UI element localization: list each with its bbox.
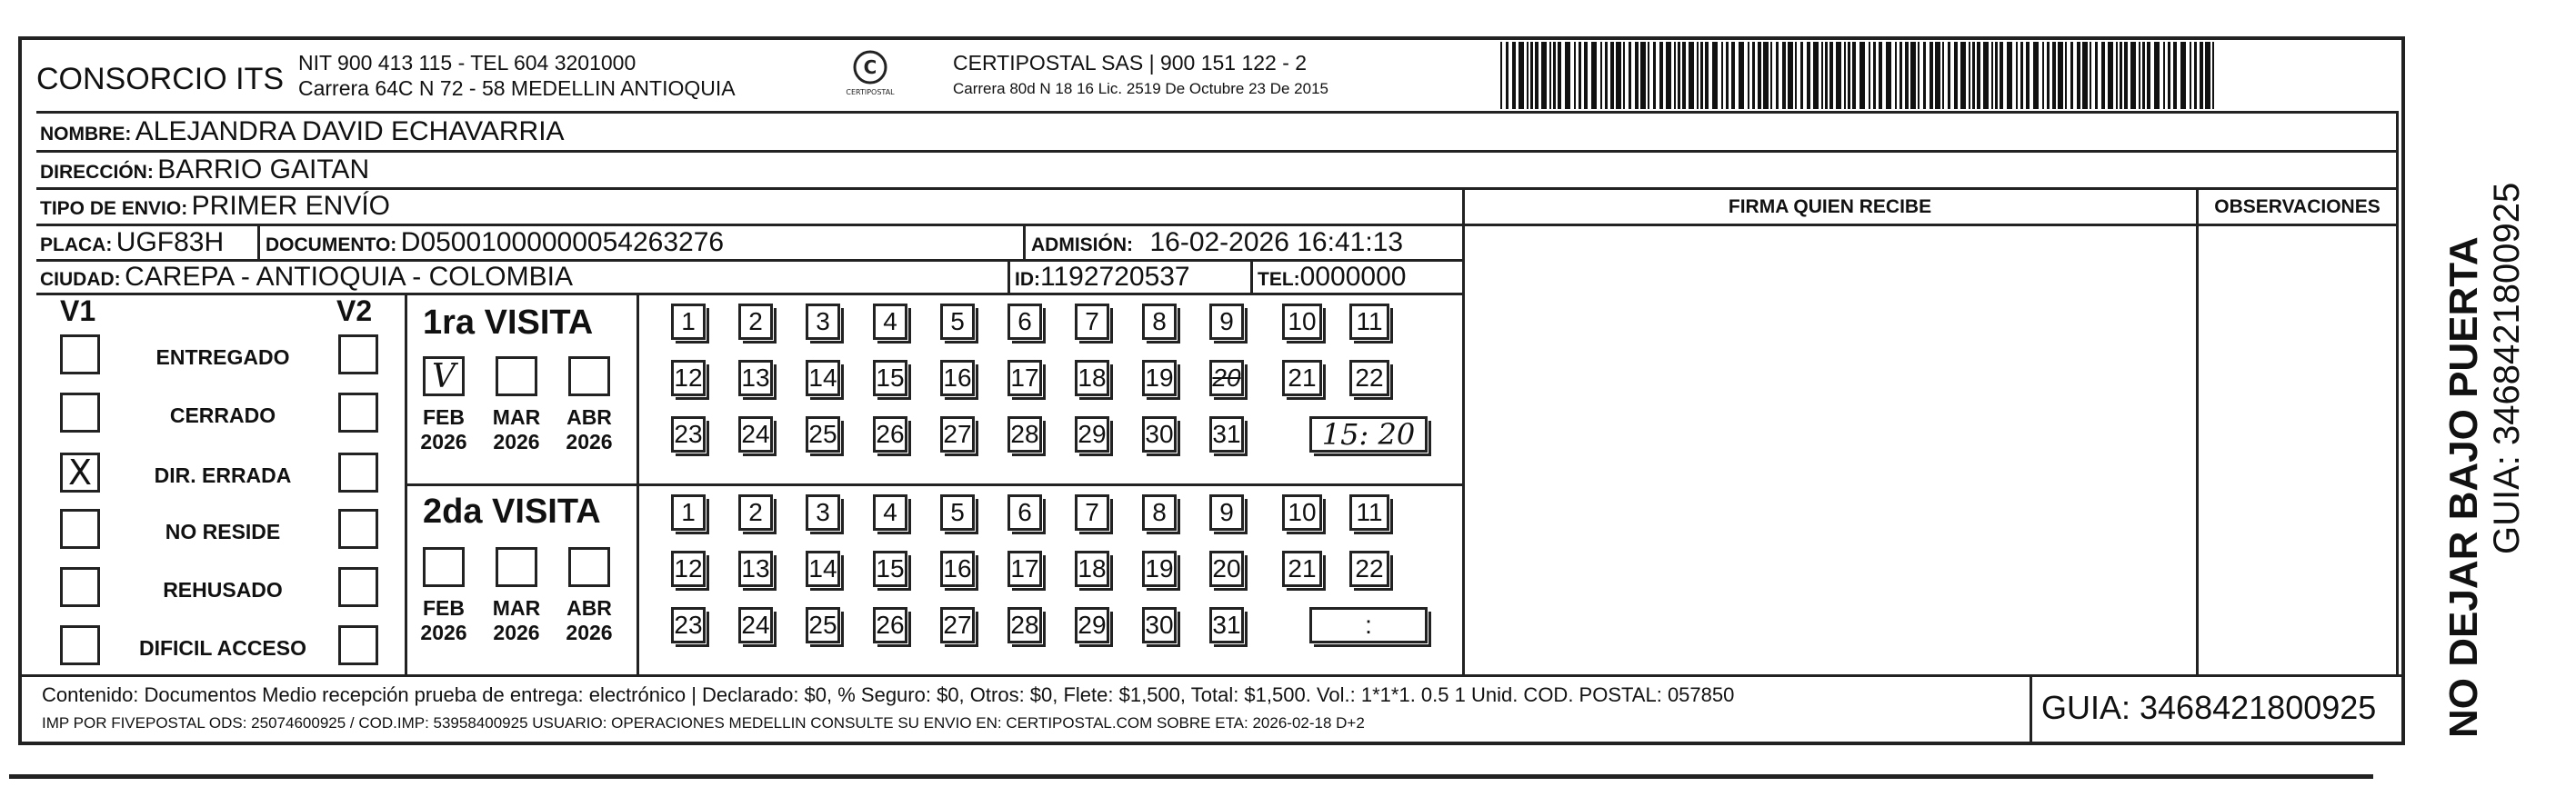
company-nit: NIT 900 413 115 - TEL 604 3201000 <box>298 51 636 75</box>
observaciones-label: OBSERVACIONES <box>2214 196 2381 217</box>
visit2-month-year: 2026 <box>566 621 613 644</box>
visit2-day[interactable]: 11 <box>1349 494 1389 531</box>
direccion-value: BARRIO GAITAN <box>157 154 370 184</box>
v1-checkbox[interactable] <box>60 509 100 549</box>
status-label: DIFICIL ACCESO <box>138 636 306 660</box>
visit1-month-box[interactable] <box>496 356 537 396</box>
v2-checkbox[interactable] <box>338 625 378 665</box>
visit2-day[interactable]: 31 <box>1209 607 1244 643</box>
visit2-day[interactable]: 26 <box>873 607 907 643</box>
ciudad-value: CAREPA - ANTIOQUIA - COLOMBIA <box>125 262 573 292</box>
visit2-day[interactable]: 19 <box>1142 551 1177 587</box>
visit1-day[interactable]: 2 <box>738 304 773 340</box>
visit1-day[interactable]: 20 <box>1209 360 1244 396</box>
visit2-day[interactable]: 22 <box>1349 551 1389 587</box>
visit1-day[interactable]: 24 <box>738 416 773 453</box>
visit2-day[interactable]: 3 <box>806 494 840 531</box>
visit1-day[interactable]: 9 <box>1209 304 1244 340</box>
footer-guia: GUIA: 3468421800925 <box>2041 689 2377 726</box>
visit1-day[interactable]: 25 <box>806 416 840 453</box>
visit2-day[interactable]: 25 <box>806 607 840 643</box>
visit1-day[interactable]: 3 <box>806 304 840 340</box>
logo-text: CERTIPOSTAL <box>846 88 895 96</box>
visit1-day[interactable]: 6 <box>1007 304 1042 340</box>
v2-checkbox[interactable] <box>338 334 378 374</box>
visit1-month-year: 2026 <box>420 430 467 453</box>
visit1-day[interactable]: 17 <box>1007 360 1042 396</box>
visit2-day[interactable]: 7 <box>1075 494 1109 531</box>
placa-label: PLACA: <box>40 234 113 255</box>
visit1-day[interactable]: 12 <box>671 360 706 396</box>
visit2-day[interactable]: 9 <box>1209 494 1244 531</box>
footer-print-info: IMP POR FIVEPOSTAL ODS: 25074600925 / COD.IMP: 53958400925 USUARIO: OPERACIONES MEDELLIN CONSULTE SU ENVIO EN: CERTIPOSTAL.COM SOBRE ETA: 2026-02-18 D+2 <box>42 714 1365 732</box>
visit1-day[interactable]: 27 <box>940 416 975 453</box>
tipo-value: PRIMER ENVÍO <box>191 191 391 221</box>
visit2-day[interactable]: 12 <box>671 551 706 587</box>
visit1-day[interactable]: 14 <box>806 360 840 396</box>
tel-label: TEL: <box>1258 269 1300 290</box>
visit2-day[interactable]: 24 <box>738 607 773 643</box>
visit1-day[interactable]: 13 <box>738 360 773 396</box>
visit1-day[interactable]: 26 <box>873 416 907 453</box>
visit1-day[interactable]: 15 <box>873 360 907 396</box>
visit1-day[interactable]: 28 <box>1007 416 1042 453</box>
visit2-month-box[interactable] <box>496 547 537 587</box>
documento-value: D05001000000054263276 <box>400 227 725 257</box>
nombre-label: NOMBRE: <box>40 124 132 144</box>
visit1-time-field[interactable]: 15: 20 <box>1309 416 1428 453</box>
visit1-day[interactable]: 21 <box>1282 360 1322 396</box>
visit2-day[interactable]: 6 <box>1007 494 1042 531</box>
status-label: REHUSADO <box>163 578 283 602</box>
visit2-month-box[interactable] <box>568 547 610 587</box>
status-label: ENTREGADO <box>155 345 290 369</box>
visit2-day[interactable]: 30 <box>1142 607 1177 643</box>
visit2-day[interactable]: 17 <box>1007 551 1042 587</box>
visit2-day[interactable]: 23 <box>671 607 706 643</box>
placa-value: UGF83H <box>115 227 225 257</box>
visit1-day[interactable]: 7 <box>1075 304 1109 340</box>
visit2-day[interactable]: 4 <box>873 494 907 531</box>
v1-checkbox[interactable] <box>60 334 100 374</box>
id-value: 1192720537 <box>1040 262 1190 292</box>
svg-text:C: C <box>863 56 877 78</box>
visit2-day[interactable]: 15 <box>873 551 907 587</box>
observations-area[interactable] <box>2199 226 2396 674</box>
visit2-day[interactable]: 18 <box>1075 551 1109 587</box>
visit2-day[interactable]: 21 <box>1282 551 1322 587</box>
id-label: ID: <box>1015 269 1040 290</box>
visit1-day[interactable]: 1 <box>671 304 706 340</box>
visit2-title: 2da VISITA <box>423 493 601 531</box>
visit2-day[interactable]: 14 <box>806 551 840 587</box>
visit1-month-name: ABR <box>566 405 612 429</box>
v1-checkbox[interactable] <box>60 393 100 433</box>
visit1-day[interactable]: 5 <box>940 304 975 340</box>
v2-checkbox[interactable] <box>338 393 378 433</box>
visit2-day[interactable]: 2 <box>738 494 773 531</box>
visit2-day[interactable]: 16 <box>940 551 975 587</box>
side-guia: GUIA: 3468421800925 <box>2487 182 2527 554</box>
visit1-title: 1ra VISITA <box>423 304 594 342</box>
visit2-day[interactable]: 5 <box>940 494 975 531</box>
visit2-day[interactable]: 13 <box>738 551 773 587</box>
firma-label: FIRMA QUIEN RECIBE <box>1728 196 1932 217</box>
v2-checkbox[interactable] <box>338 509 378 549</box>
company-address: Carrera 64C N 72 - 58 MEDELLIN ANTIOQUIA <box>298 76 736 100</box>
visit1-day[interactable]: 8 <box>1142 304 1177 340</box>
tipo-label: TIPO DE ENVIO: <box>40 198 188 219</box>
visit1-day[interactable]: 16 <box>940 360 975 396</box>
footer-content: Contenido: Documentos Medio recepción prueba de entrega: electrónico | Declarado: $0, % Seguro: $0, Otros: $0, Flete: $1,500, Total: $1,500. Vol.: 1*1*1. 0.5 1 Unid. COD. POSTAL: 057850 <box>42 683 1735 706</box>
visit1-day[interactable]: 31 <box>1209 416 1244 453</box>
visit2-day[interactable]: 8 <box>1142 494 1177 531</box>
documento-label: DOCUMENTO: <box>266 234 397 255</box>
v1-checkbox[interactable]: X <box>60 453 100 493</box>
status-label: DIR. ERRADA <box>154 463 292 487</box>
carrier-address: Carrera 80d N 18 16 Lic. 2519 De Octubre 23 De 2015 <box>953 80 1328 97</box>
carrier-name: CERTIPOSTAL SAS | 900 151 122 - 2 <box>953 51 1308 75</box>
visit1-month-year: 2026 <box>493 430 540 453</box>
v2-checkbox[interactable] <box>338 567 378 607</box>
admision-value: 16-02-2026 16:41:13 <box>1149 227 1404 257</box>
visit1-day[interactable]: 23 <box>671 416 706 453</box>
visit1-day[interactable]: 4 <box>873 304 907 340</box>
direccion-label: DIRECCIÓN: <box>40 162 154 183</box>
visit1-month-name: MAR <box>492 405 541 429</box>
visit1-day[interactable]: 11 <box>1349 304 1389 340</box>
visit2-month-name: MAR <box>492 596 541 620</box>
visit2-time-field[interactable]: : <box>1309 607 1428 643</box>
visit1-month-box[interactable] <box>568 356 610 396</box>
visit2-day[interactable]: 27 <box>940 607 975 643</box>
visit2-month-name: FEB <box>423 596 465 620</box>
visit2-day[interactable]: 20 <box>1209 551 1244 587</box>
admision-label: ADMISIÓN: <box>1031 234 1133 255</box>
visit2-day[interactable]: 29 <box>1075 607 1109 643</box>
v2-label: V2 <box>336 294 373 327</box>
status-label: CERRADO <box>169 403 276 427</box>
visit1-day[interactable]: 10 <box>1282 304 1322 340</box>
status-label: NO RESIDE <box>165 520 281 543</box>
side-warning: NO DEJAR BAJO PUERTA <box>2441 236 2486 738</box>
visit2-day[interactable]: 10 <box>1282 494 1322 531</box>
visit1-day[interactable]: 18 <box>1075 360 1109 396</box>
visit2-month-box[interactable] <box>423 547 465 587</box>
v1-checkbox[interactable] <box>60 567 100 607</box>
visit1-day[interactable]: 30 <box>1142 416 1177 453</box>
visit2-month-name: ABR <box>566 596 612 620</box>
visit1-day[interactable]: 29 <box>1075 416 1109 453</box>
visit2-day[interactable]: 28 <box>1007 607 1042 643</box>
tel-value: 0000000 <box>1299 262 1407 292</box>
company-name: CONSORCIO ITS <box>36 62 285 96</box>
visit2-day[interactable]: 1 <box>671 494 706 531</box>
visit1-month-box[interactable]: V <box>423 356 465 396</box>
signature-area[interactable] <box>1465 226 2196 674</box>
visit1-month-name: FEB <box>423 405 465 429</box>
v1-checkbox[interactable] <box>60 625 100 665</box>
visit1-day[interactable]: 22 <box>1349 360 1389 396</box>
visit2-month-year: 2026 <box>493 621 540 644</box>
visit1-month-year: 2026 <box>566 430 613 453</box>
nombre-value: ALEJANDRA DAVID ECHAVARRIA <box>135 116 565 146</box>
visit1-day[interactable]: 19 <box>1142 360 1177 396</box>
ciudad-label: CIUDAD: <box>40 269 121 290</box>
v2-checkbox[interactable] <box>338 453 378 493</box>
visit2-month-year: 2026 <box>420 621 467 644</box>
v1-label: V1 <box>60 294 96 327</box>
